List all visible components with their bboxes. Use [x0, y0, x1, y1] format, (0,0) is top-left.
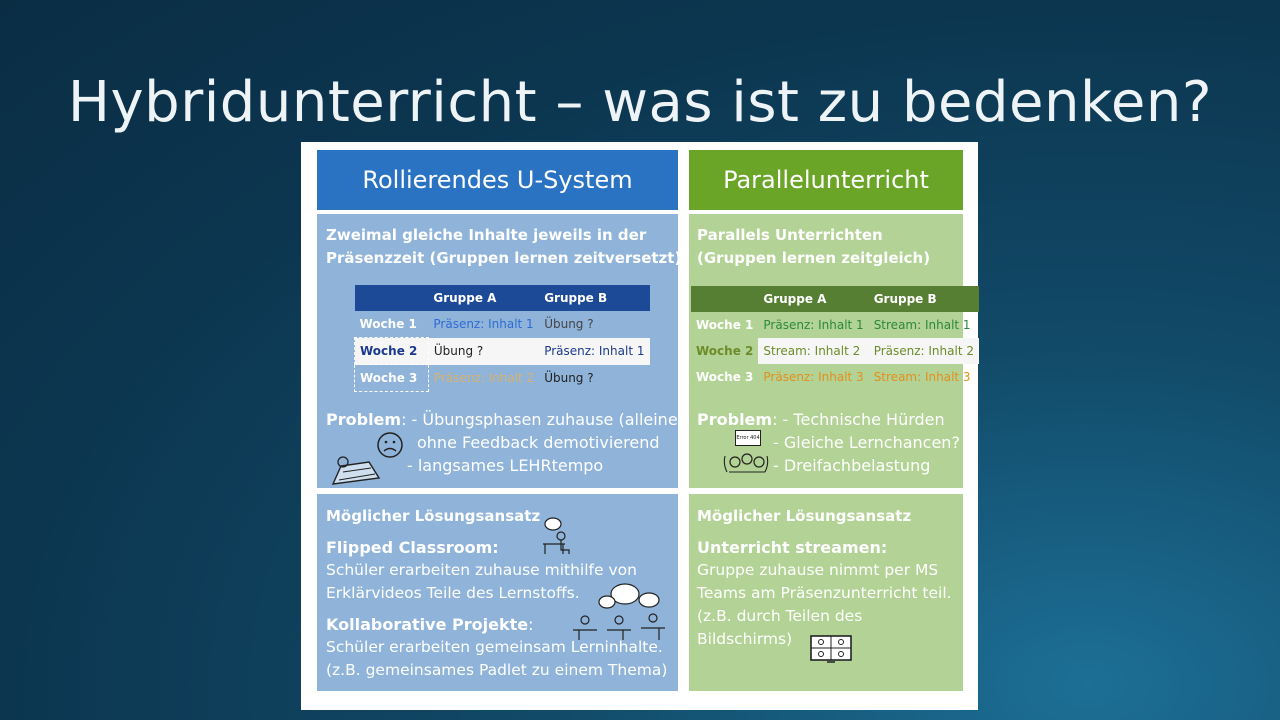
rolling-solution-panel — [317, 494, 678, 691]
parallel-intro-line-2: (Gruppen lernen zeitgleich) — [697, 249, 931, 267]
table-row — [691, 312, 979, 338]
tired-student-icon — [329, 454, 383, 488]
table-row — [691, 338, 979, 364]
table-cell: Präsenz: Inhalt 2 — [433, 371, 535, 385]
rolling-problem — [326, 408, 684, 431]
table-cell: Präsenz: Inhalt 2 — [869, 338, 979, 364]
problem-line: : - Technische Hürden — [772, 410, 945, 429]
table-header-cell — [691, 286, 758, 312]
problem-line: ohne Feedback demotivierend — [417, 433, 660, 452]
streaming-title: Unterricht streamen: — [697, 538, 888, 557]
parallel-intro — [697, 224, 930, 270]
solution-text-line: Schüler erarbeiten gemeinsam Lerninhalte. — [326, 638, 663, 656]
table-row — [355, 365, 650, 392]
table-cell: Übung ? — [544, 371, 594, 385]
group-work-icon — [567, 580, 677, 642]
table-cell: Präsenz: Inhalt 1 — [539, 338, 649, 365]
collaborative-projects-title — [326, 613, 533, 636]
table-header-cell: Gruppe A — [758, 286, 868, 312]
rolling-system-header: Rollierendes U-System — [317, 150, 678, 210]
table-cell: Woche 1 — [359, 317, 417, 331]
table-cell: Stream: Inhalt 1 — [873, 318, 971, 332]
solution-text-line: Erklärvideos Teile des Lernstoffs. — [326, 584, 580, 602]
table-cell: Präsenz: Inhalt 1 — [763, 318, 864, 332]
parallel-problem — [697, 408, 945, 431]
student-at-desk-icon — [539, 516, 579, 556]
rolling-system-panel — [317, 214, 684, 488]
rolling-schedule-table — [354, 285, 650, 392]
problem-line: - langsames LEHRtempo — [407, 456, 604, 475]
comparison-poster — [301, 142, 978, 710]
table-header-cell: Gruppe B — [539, 285, 649, 311]
problem-label: Problem — [697, 410, 773, 429]
collaborative-title-colon: : — [528, 615, 534, 634]
solution-text-line: Schüler erarbeiten zuhause mithilfe von — [326, 561, 637, 579]
problem-label: Problem — [326, 410, 402, 429]
video-call-screen-icon — [809, 634, 853, 664]
parallel-intro-line-1: Parallels Unterrichten — [697, 226, 883, 244]
solution-heading: Möglicher Lösungsansatz — [697, 507, 912, 525]
solution-text-line: (z.B. gemeinsames Padlet zu einem Thema) — [326, 661, 668, 679]
problem-line: : - Übungsphasen zuhause (alleine) — [401, 410, 684, 429]
solution-text-line: Gruppe zuhause nimmt per MS — [697, 561, 939, 579]
solution-text-line: Bildschirms) — [697, 630, 793, 648]
slide-title: Hybridunterricht – was ist zu bedenken? — [67, 70, 1213, 135]
table-header-row — [691, 286, 979, 312]
parallel-teaching-header: Parallelunterricht — [689, 150, 963, 210]
error-screen-icon: Error 404 — [735, 430, 761, 446]
table-cell: Woche 2 — [355, 338, 429, 365]
table-cell: Übung ? — [544, 317, 594, 332]
rolling-intro-line-1: Zweimal gleiche Inhalte jeweils in der — [326, 226, 647, 244]
table-header-row — [355, 285, 650, 311]
solution-text-line: Teams am Präsenzunterricht teil. — [697, 584, 952, 602]
table-cell: Woche 3 — [696, 370, 754, 384]
stressed-juggling-icon — [721, 450, 771, 478]
flipped-classroom-title: Flipped Classroom: — [326, 538, 499, 557]
table-cell: Woche 3 — [355, 365, 429, 392]
table-row — [691, 364, 979, 390]
table-cell: Woche 2 — [691, 338, 758, 364]
table-cell: Übung ? — [428, 338, 539, 365]
collaborative-title-text: Kollaborative Projekte — [326, 615, 529, 634]
table-header-cell: Gruppe A — [428, 285, 539, 311]
problem-line: - Dreifachbelastung — [773, 456, 931, 475]
solution-heading: Möglicher Lösungsansatz — [326, 507, 541, 525]
table-cell: Woche 1 — [696, 318, 754, 332]
table-header-cell: Gruppe B — [869, 286, 979, 312]
problem-line: - Gleiche Lernchancen? — [773, 433, 960, 452]
table-row — [355, 311, 650, 338]
rolling-intro-line-2: Präsenzzeit (Gruppen lernen zeitversetzt) — [326, 249, 682, 267]
table-row — [355, 338, 650, 365]
table-cell: Präsenz: Inhalt 3 — [763, 370, 864, 384]
rolling-intro — [326, 224, 681, 270]
parallel-schedule-table — [691, 286, 979, 390]
solution-text-line: (z.B. durch Teilen des — [697, 607, 863, 625]
table-cell: Stream: Inhalt 3 — [873, 370, 971, 384]
table-cell: Stream: Inhalt 2 — [758, 338, 868, 364]
parallel-teaching-panel — [689, 214, 974, 488]
table-cell: Präsenz: Inhalt 1 — [433, 317, 534, 332]
parallel-solution-panel — [689, 494, 963, 691]
table-header-cell — [355, 285, 429, 311]
